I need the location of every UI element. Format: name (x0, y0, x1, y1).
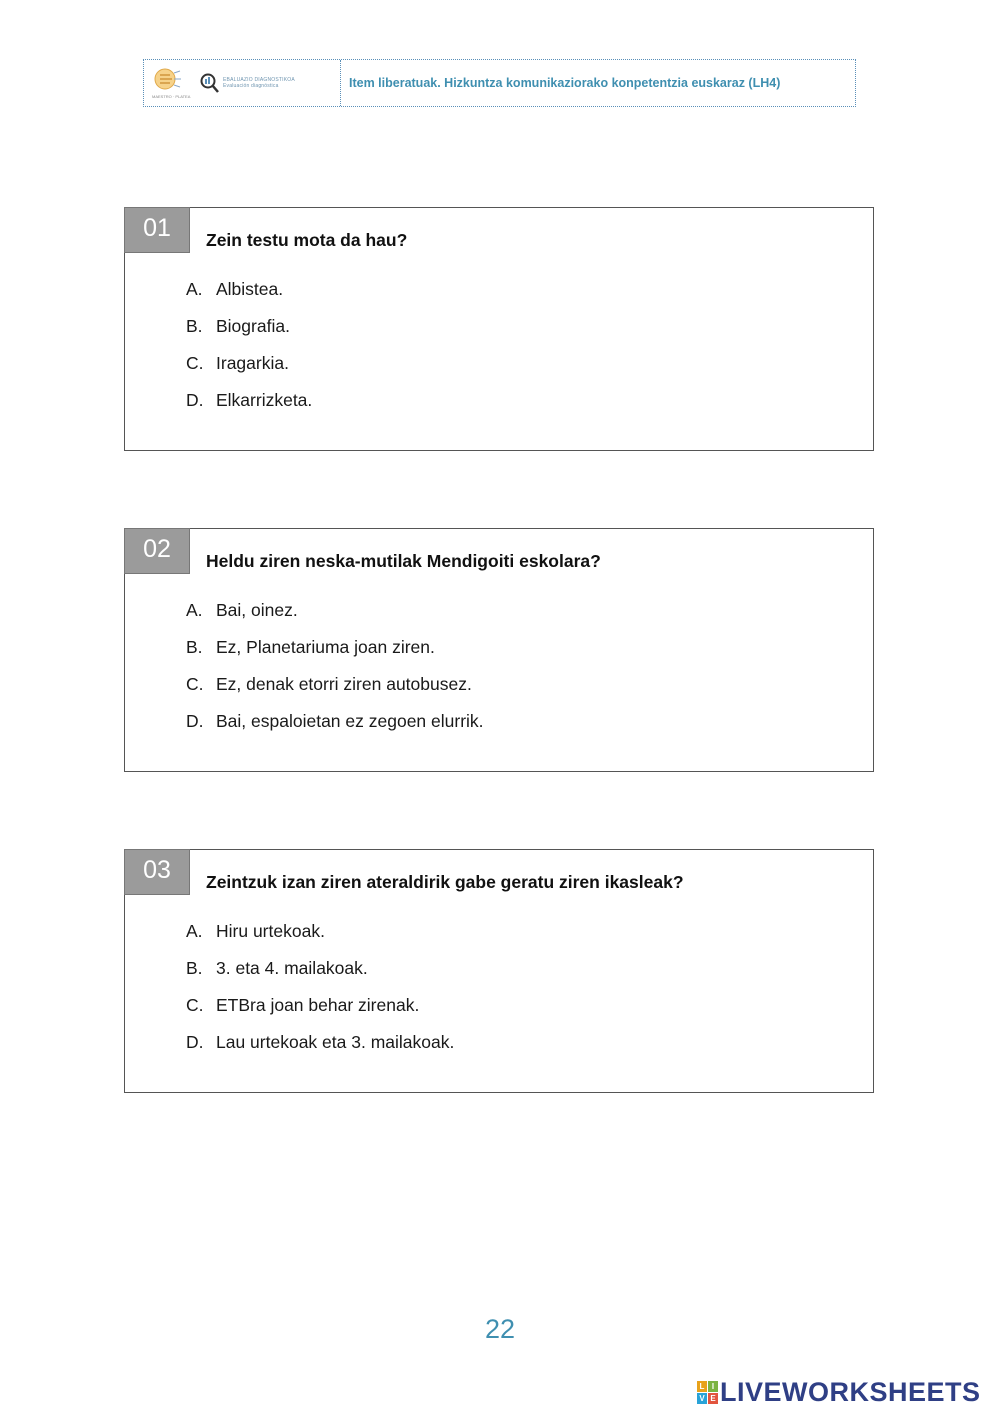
option-letter: A. (186, 279, 203, 299)
answer-option-d[interactable] (186, 1032, 454, 1069)
header-title: Item liberatuak. Hizkuntza komunikaziorako konpetentzia euskaraz (LH4) (349, 76, 781, 90)
logo-letter: V (697, 1393, 707, 1404)
question-text: Zeintzuk izan ziren ateraldirik gabe geratu ziren ikasleak? (206, 872, 684, 892)
option-letter: D. (186, 390, 204, 410)
question-number: 01 (124, 207, 190, 253)
diagnostic-evaluation-logo (200, 72, 295, 94)
answer-option-a[interactable] (186, 600, 484, 637)
answer-option-d[interactable] (186, 390, 312, 427)
option-letter: B. (186, 958, 203, 978)
option-text: Hiru urtekoak. (216, 921, 325, 941)
option-text: Lau urtekoak eta 3. mailakoak. (216, 1032, 455, 1052)
option-text: Bai, espaloietan ez zegoen elurrik. (216, 711, 484, 731)
page-number: 22 (484, 1314, 516, 1344)
option-text: ETBra joan behar zirenak. (216, 995, 420, 1015)
brand-name: LIVEWORKSHEETS (720, 1377, 981, 1407)
question-text: Heldu ziren neska-mutilak Mendigoiti eskolara? (206, 551, 601, 571)
answer-option-c[interactable] (186, 674, 484, 711)
logo-letter: L (697, 1381, 707, 1392)
answer-option-c[interactable] (186, 995, 454, 1032)
option-letter: A. (186, 600, 203, 620)
option-text: Ez, Planetariuma joan ziren. (216, 637, 435, 657)
question-number: 03 (124, 849, 190, 895)
logo-line-1: EBALUAZIO DIAGNOSTIKOA (223, 77, 295, 83)
option-text: Iragarkia. (216, 353, 289, 373)
option-letter: C. (186, 353, 204, 373)
institution-logo-caption: MAESTRO · PLATEA (152, 94, 191, 99)
option-letter: B. (186, 316, 203, 336)
question-text: Zein testu mota da hau? (206, 230, 408, 250)
option-letter: C. (186, 674, 204, 694)
question-number: 02 (124, 528, 190, 574)
liveworksheets-logo-icon (697, 1381, 718, 1404)
header-logos (144, 60, 341, 106)
option-letter: B. (186, 637, 203, 657)
question-box-03 (124, 849, 874, 1093)
logo-line-2: Evaluación diagnóstica (223, 83, 279, 89)
logo-letter: I (708, 1381, 718, 1392)
liveworksheets-brand[interactable] (697, 1377, 981, 1408)
answer-option-b[interactable] (186, 637, 484, 674)
answer-option-c[interactable] (186, 353, 312, 390)
option-letter: A. (186, 921, 203, 941)
answer-options (186, 921, 454, 1069)
answer-option-a[interactable] (186, 921, 454, 958)
option-text: Elkarrizketa. (216, 390, 313, 410)
logo-letter: E (708, 1393, 718, 1404)
option-text: Bai, oinez. (216, 600, 298, 620)
page-header (143, 59, 856, 107)
question-box-01 (124, 207, 874, 451)
answer-options (186, 600, 484, 748)
option-text: Albistea. (216, 279, 284, 299)
magnifier-icon (200, 72, 220, 94)
option-text: Biografia. (216, 316, 290, 336)
answer-options (186, 279, 312, 427)
option-letter: C. (186, 995, 204, 1015)
question-box-02 (124, 528, 874, 772)
answer-option-b[interactable] (186, 958, 454, 995)
answer-option-d[interactable] (186, 711, 484, 748)
answer-option-b[interactable] (186, 316, 312, 353)
institution-logo (152, 67, 191, 99)
option-text: 3. eta 4. mailakoak. (216, 958, 368, 978)
option-letter: D. (186, 1032, 204, 1052)
answer-option-a[interactable] (186, 279, 312, 316)
option-letter: D. (186, 711, 204, 731)
option-text: Ez, denak etorri ziren autobusez. (216, 674, 472, 694)
